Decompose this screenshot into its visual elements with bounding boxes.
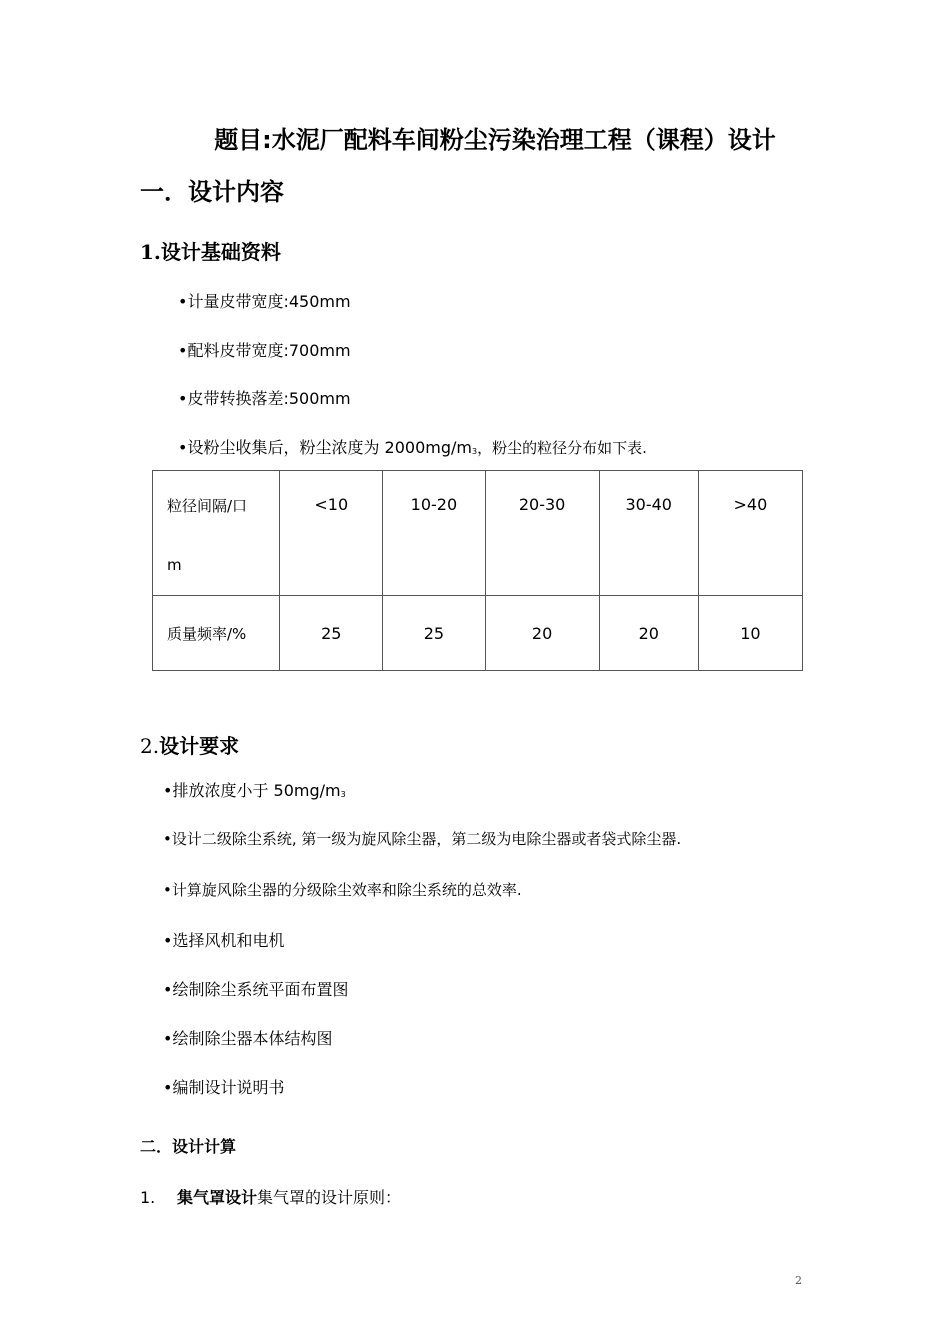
table-header-cell: 20-30: [485, 471, 599, 596]
bullet-structure-drawing: •绘制除尘器本体结构图: [163, 1029, 333, 1048]
particle-size-distribution-table: [152, 470, 803, 671]
table-value-cell: 25: [280, 596, 383, 671]
bullet-emission-limit: [163, 778, 346, 801]
dust-concentration-tail: ，粉尘的粒径分布如下表.: [477, 439, 647, 457]
unit-subscript: 3: [471, 447, 478, 456]
table-value-cell: 20: [599, 596, 698, 671]
bullet-dust-concentration: [178, 435, 647, 458]
table-header-label-cell: [153, 471, 280, 596]
subsection-heading-basic-data: [140, 236, 281, 265]
table-value-cell: 20: [485, 596, 599, 671]
document-title: 题目:水泥厂配料车间粉尘污染治理工程（课程）设计: [214, 126, 776, 154]
bullet-belt-width-batching: •配料皮带宽度:700mm: [178, 341, 351, 360]
section-heading-design-content: 一．设计内容: [140, 178, 284, 206]
bullet-design-manual: •编制设计说明书: [163, 1078, 285, 1097]
bullet-layout-drawing: •绘制除尘系统平面布置图: [163, 980, 349, 999]
bullet-belt-width-metering: •计量皮带宽度:450mm: [178, 292, 351, 311]
page-number: 2: [795, 1274, 802, 1287]
subsection-number: 1.: [140, 240, 161, 264]
bullet-belt-drop: •皮带转换落差:500mm: [178, 389, 351, 408]
subsection-number: 2.: [140, 734, 160, 758]
bullet-fan-motor: •选择风机和电机: [163, 931, 285, 950]
bullet-efficiency-calc: •计算旋风除尘器的分级除尘效率和除尘系统的总效率.: [163, 881, 522, 899]
table-header-cell: <10: [280, 471, 383, 596]
unit-subscript: 3: [340, 790, 346, 799]
table-row-label-cell: 质量频率/%: [153, 596, 280, 671]
section-heading-design-calculation: 二．设计计算: [140, 1137, 237, 1156]
table-header-cell: 10-20: [383, 471, 485, 596]
dust-concentration-text: •设粉尘收集后，粉尘浓度为 2000mg/m: [178, 438, 472, 457]
calc-item-1: [140, 1185, 401, 1208]
bullet-two-stage-system: •设计二级除尘系统, 第一级为旋风除尘器，第二级为电除尘器或者袋式除尘器.: [163, 830, 682, 848]
table-header-cell: >40: [698, 471, 802, 596]
subsection-title: 设计基础资料: [160, 240, 281, 264]
item-number: 1.: [140, 1188, 156, 1207]
table-row: [153, 596, 803, 671]
header-label-line2: m: [167, 556, 182, 574]
header-label-line1: 粒径间隔/口: [167, 497, 248, 515]
table-header-cell: 30-40: [599, 471, 698, 596]
subsection-title: 设计要求: [159, 734, 240, 758]
item-text: 集气罩的设计原则：: [257, 1188, 402, 1207]
table-value-cell: 25: [383, 596, 485, 671]
table-value-cell: 10: [698, 596, 802, 671]
table-row: [153, 471, 803, 596]
item-bold-title: 集气罩设计: [177, 1188, 258, 1207]
emission-limit-text: •排放浓度小于 50mg/m: [163, 781, 341, 800]
subsection-heading-design-requirements: [140, 730, 239, 759]
